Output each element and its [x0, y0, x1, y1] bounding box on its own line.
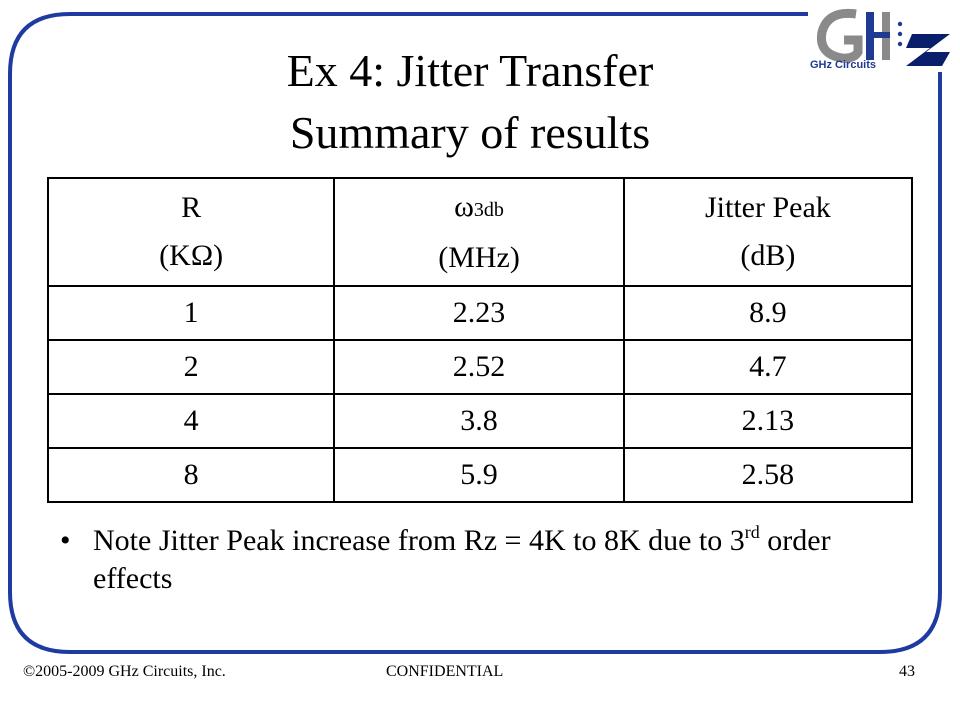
- cell-omega: 5.9: [334, 448, 623, 502]
- header-r: [48, 178, 334, 286]
- omega-subscript: 3db: [473, 198, 504, 221]
- cell-jitter: 2.58: [624, 448, 912, 502]
- table-row: [48, 286, 912, 340]
- header-jitter-peak: [624, 178, 912, 286]
- cell-omega: 2.23: [334, 286, 623, 340]
- cell-jitter: 4.7: [624, 340, 912, 394]
- note-text: Note Jitter Peak increase from Rz = 4K to 8K due to 3rd order effects: [93, 522, 831, 595]
- omega-symbol: ω: [454, 189, 474, 223]
- cell-jitter: 8.9: [624, 286, 912, 340]
- footer-page-number: 43: [899, 663, 915, 680]
- cell-r: 4: [48, 394, 334, 448]
- footer-copyright: ©2005-2009 GHz Circuits, Inc.: [23, 663, 226, 680]
- header-jitter-label: Jitter Peak: [704, 191, 831, 224]
- cell-r: 8: [48, 448, 334, 502]
- slide-title: [170, 40, 770, 164]
- logo-text: GHz Circuits: [810, 59, 877, 71]
- title-line-2: Summary of results: [289, 107, 651, 158]
- ghz-circuits-logo: [808, 4, 958, 79]
- header-r-unit: (KΩ): [159, 239, 224, 272]
- cell-omega: 2.52: [334, 340, 623, 394]
- header-omega: [334, 178, 623, 286]
- table-row: [48, 394, 912, 448]
- note-bullet-item: [60, 522, 890, 598]
- header-omega-label: [335, 183, 622, 234]
- header-jitter-unit: (dB): [740, 239, 796, 272]
- cell-jitter: 2.13: [624, 394, 912, 448]
- bullet-icon: •: [60, 524, 71, 557]
- table-row: [48, 340, 912, 394]
- header-r-label: R: [181, 191, 202, 224]
- title-line-1: Ex 4: Jitter Transfer: [286, 45, 654, 96]
- cell-omega: 3.8: [334, 394, 623, 448]
- footer-confidential: CONFIDENTIAL: [386, 663, 504, 680]
- header-omega-unit: (MHz): [438, 240, 520, 274]
- note-superscript: rd: [744, 522, 760, 542]
- table-header-row: [48, 178, 912, 286]
- cell-r: 1: [48, 286, 334, 340]
- table-row: [48, 448, 912, 502]
- cell-r: 2: [48, 340, 334, 394]
- results-table: [47, 177, 913, 503]
